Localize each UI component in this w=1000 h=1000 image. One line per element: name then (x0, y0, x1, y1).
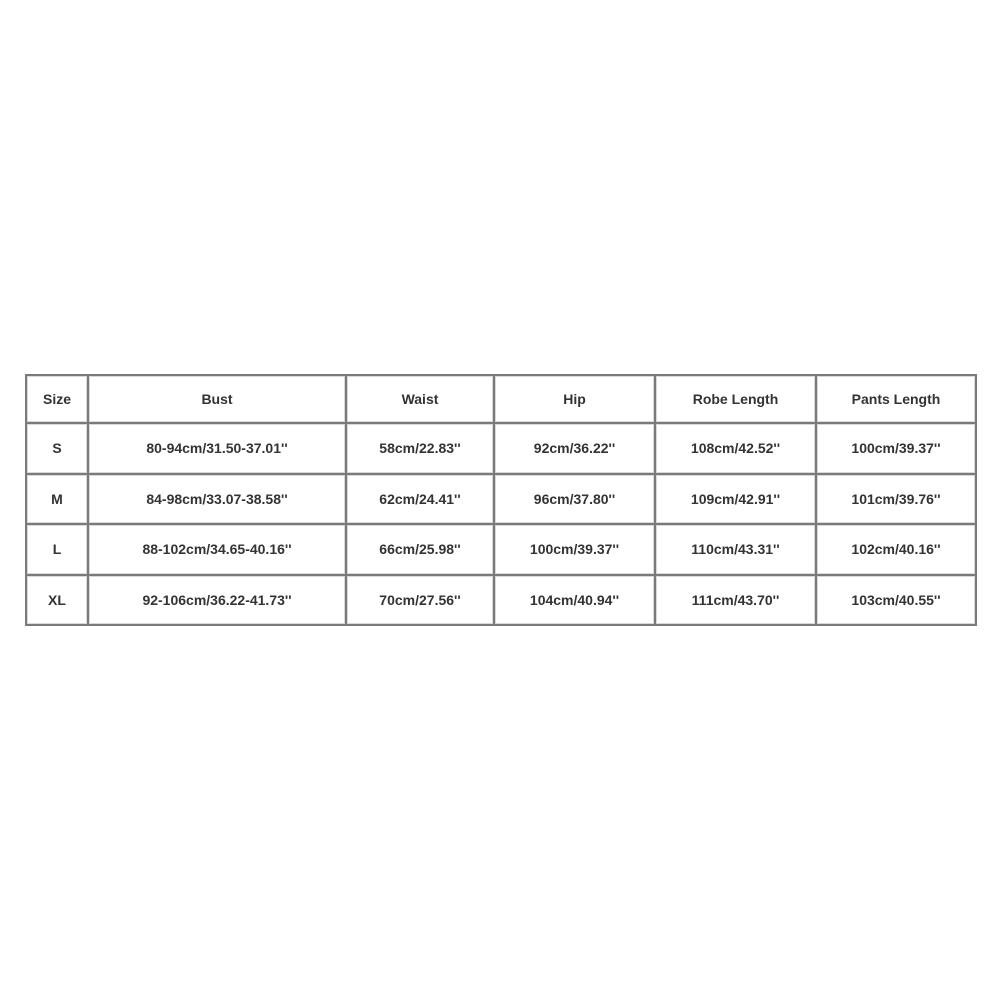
cell-pants-length: 100cm/39.37'' (816, 423, 976, 474)
cell-pants-length: 101cm/39.76'' (816, 474, 976, 525)
cell-waist: 66cm/25.98'' (346, 524, 494, 575)
header-pants-length: Pants Length (816, 375, 976, 423)
table-row (26, 524, 976, 575)
header-bust: Bust (88, 375, 346, 423)
size-chart-table (25, 374, 977, 626)
header-waist: Waist (346, 375, 494, 423)
cell-pants-length: 102cm/40.16'' (816, 524, 976, 575)
cell-hip: 92cm/36.22'' (494, 423, 655, 474)
cell-bust: 88-102cm/34.65-40.16'' (88, 524, 346, 575)
table-row (26, 575, 976, 626)
cell-bust: 92-106cm/36.22-41.73'' (88, 575, 346, 626)
cell-size: S (26, 423, 88, 474)
header-hip: Hip (494, 375, 655, 423)
cell-waist: 58cm/22.83'' (346, 423, 494, 474)
cell-pants-length: 103cm/40.55'' (816, 575, 976, 626)
header-size: Size (26, 375, 88, 423)
cell-hip: 96cm/37.80'' (494, 474, 655, 525)
cell-robe-length: 111cm/43.70'' (655, 575, 816, 626)
cell-robe-length: 109cm/42.91'' (655, 474, 816, 525)
cell-hip: 104cm/40.94'' (494, 575, 655, 626)
table-row (26, 423, 976, 474)
table-body (26, 423, 976, 625)
cell-bust: 84-98cm/33.07-38.58'' (88, 474, 346, 525)
cell-size: L (26, 524, 88, 575)
cell-robe-length: 110cm/43.31'' (655, 524, 816, 575)
cell-hip: 100cm/39.37'' (494, 524, 655, 575)
table-header (26, 375, 976, 423)
cell-waist: 62cm/24.41'' (346, 474, 494, 525)
cell-waist: 70cm/27.56'' (346, 575, 494, 626)
cell-robe-length: 108cm/42.52'' (655, 423, 816, 474)
header-row (26, 375, 976, 423)
cell-bust: 80-94cm/31.50-37.01'' (88, 423, 346, 474)
cell-size: XL (26, 575, 88, 626)
cell-size: M (26, 474, 88, 525)
table-row (26, 474, 976, 525)
header-robe-length: Robe Length (655, 375, 816, 423)
